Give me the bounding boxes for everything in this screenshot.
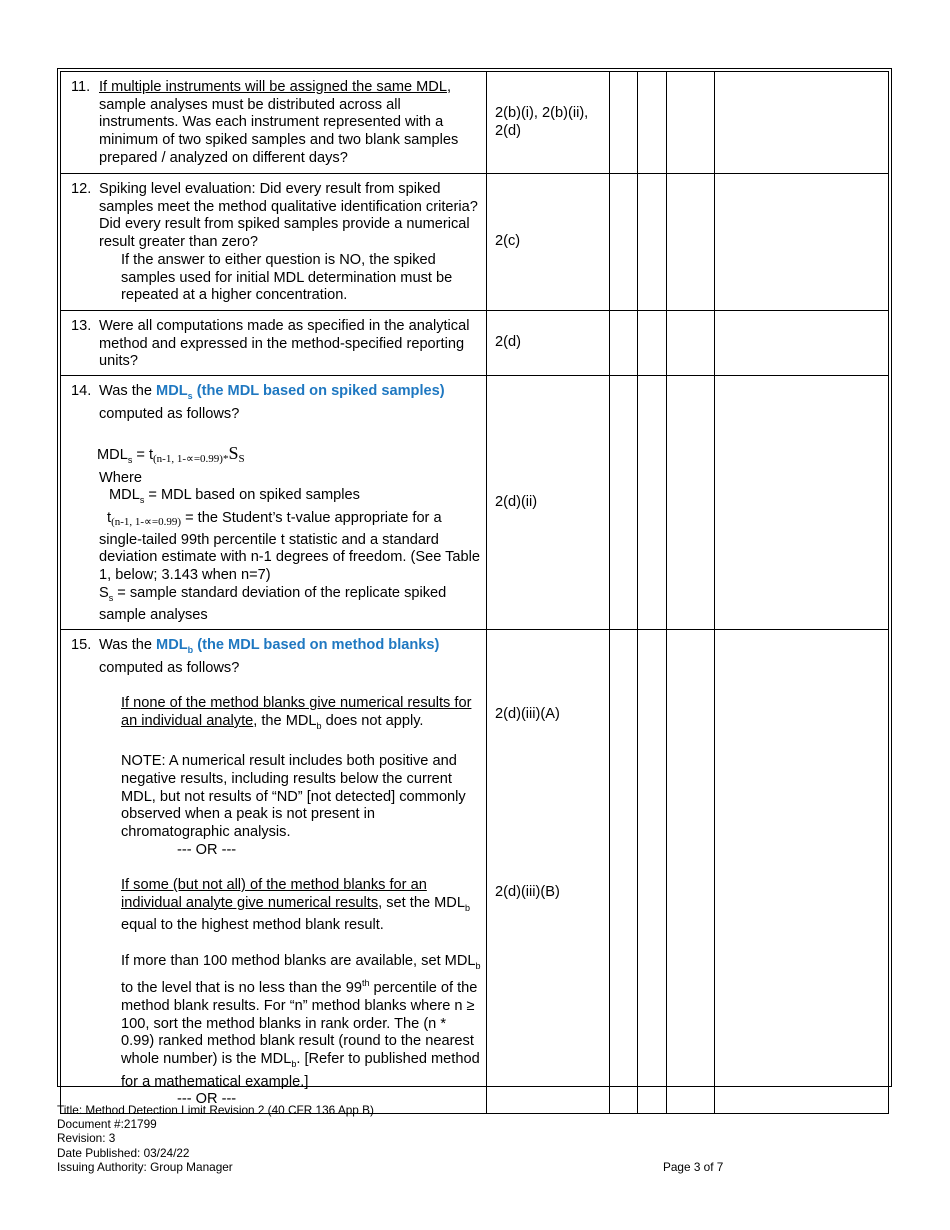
mdl-b-heading: $MDL_b$ (the MDL based on method blanks) bbox=[156, 637, 440, 656]
table-row bbox=[61, 72, 889, 174]
where-label: Where bbox=[99, 469, 142, 486]
document-footer bbox=[57, 1103, 374, 1174]
item-number: 14. bbox=[71, 383, 92, 400]
table-row bbox=[61, 376, 889, 630]
reference-cell bbox=[487, 72, 610, 174]
definition-mdl-s: $MDL_s$ = MDL based on spiked samples bbox=[109, 487, 360, 506]
option-a-text: If none of the method blanks give numerical results for an individual analyte, the $MDL_b$ does not apply. bbox=[121, 695, 472, 731]
question-15 bbox=[61, 630, 487, 1114]
check-cell-yes[interactable] bbox=[610, 630, 638, 1114]
question-11 bbox=[61, 72, 487, 174]
check-cell-yes[interactable] bbox=[610, 72, 638, 174]
reference-text: 2(b)(i), 2(b)(ii), 2(d) bbox=[495, 104, 589, 139]
note-text: NOTE: A numerical result includes both positive and negative results, including results below the current MDL, but not results of “ND” [not detected] commonly observed when a peak is not present in chromatographic analysis. bbox=[121, 753, 466, 840]
footer-date: Date Published: 03/24/22 bbox=[57, 1145, 190, 1160]
check-cell-yes[interactable] bbox=[610, 311, 638, 376]
reference-cell bbox=[487, 630, 610, 1114]
check-cell-na[interactable] bbox=[667, 174, 715, 311]
check-cell-yes[interactable] bbox=[610, 376, 638, 630]
check-cell-na[interactable] bbox=[667, 376, 715, 630]
check-cell-no[interactable] bbox=[638, 311, 667, 376]
comments-cell[interactable] bbox=[715, 311, 889, 376]
definition-ss: $S_s$ = sample standard deviation of the replicate spiked sample analyses bbox=[99, 584, 447, 624]
question-13 bbox=[61, 311, 487, 376]
reference-cell bbox=[487, 376, 610, 630]
table-row bbox=[61, 311, 889, 376]
item-number: 11. bbox=[71, 79, 91, 95]
question-text: , sample analyses must be distributed across all instruments. Was each instrument represented with a minimum of two spiked samples and two blank samples prepared / analyzed on different days? bbox=[99, 79, 459, 166]
question-lead: Was the bbox=[99, 383, 157, 400]
or-separator: --- OR --- bbox=[177, 1091, 237, 1108]
reference-text-a: 2(d)(iii)(A) bbox=[495, 706, 560, 723]
definition-t-value: $t_{(n-1, 1-\propto=0.99)}$ = the Student’s t-value appropriate for a single-tailed 99th percentile t statistic and a standard deviation estimate with n-1 degrees of freedom. (See Table 1, below; 3.143 when n=7) bbox=[99, 510, 481, 584]
question-text: computed as follows? bbox=[99, 405, 240, 422]
question-14 bbox=[61, 376, 487, 630]
table-row bbox=[61, 174, 889, 311]
check-cell-no[interactable] bbox=[638, 72, 667, 174]
check-cell-no[interactable] bbox=[638, 376, 667, 630]
or-separator: --- OR --- bbox=[177, 841, 237, 858]
checklist-table bbox=[57, 68, 892, 1108]
check-cell-na[interactable] bbox=[667, 72, 715, 174]
footer-revision: Revision: 3 bbox=[57, 1131, 116, 1146]
question-12 bbox=[61, 174, 487, 311]
table-row bbox=[61, 630, 889, 1114]
footer-title: Title: Method Detection Limit Revision 2 (40 CFR 136 App B) bbox=[57, 1103, 374, 1117]
comments-cell[interactable] bbox=[715, 376, 889, 630]
mdl-s-heading: $MDL_s$ (the MDL based on spiked samples) bbox=[156, 383, 445, 402]
check-cell-na[interactable] bbox=[667, 630, 715, 1114]
reference-text: 2(c) bbox=[495, 233, 521, 250]
check-cell-yes[interactable] bbox=[610, 174, 638, 311]
indented-note: If the answer to either question is NO, the spiked samples used for initial MDL determination must be repeated at a higher concentration. bbox=[121, 251, 453, 304]
item-number: 13. bbox=[71, 318, 92, 334]
comments-cell[interactable] bbox=[715, 72, 889, 174]
reference-text: 2(d)(ii) bbox=[495, 493, 538, 510]
underlined-text: If multiple instruments will be assigned the same MDL bbox=[99, 79, 447, 95]
comments-cell[interactable] bbox=[715, 174, 889, 311]
question-text: Were all computations made as specified in the analytical method and expressed in the method-specified reporting units? bbox=[99, 318, 470, 370]
footer-authority: Issuing Authority: Group Manager bbox=[57, 1159, 233, 1174]
page-number: Page 3 of 7 bbox=[663, 1160, 724, 1174]
check-cell-no[interactable] bbox=[638, 630, 667, 1114]
comments-cell[interactable] bbox=[715, 630, 889, 1114]
mdl-s-formula: $MDL_s = t_{(n-1, 1-\propto=0.99)*}S_S$ bbox=[97, 443, 245, 466]
question-text: computed as follows? bbox=[99, 659, 240, 676]
option-c-text: If more than 100 method blanks are available, set $MDL_b$ to the level that is no less than the 99th percentile of the method blank results. For “n” method blanks where n ≥ 100, sort the method blanks in rank order. The (n * 0.99) ranked method blank result (round to the nearest whole number) is the $MDL_b$. [Refer to published method for a mathematical example.] bbox=[121, 952, 481, 1090]
option-b-text: If some (but not all) of the method blanks for an individual analyte give numerical results, set the $MDL_b$ equal to the highest method blank result. bbox=[121, 877, 470, 934]
check-cell-no[interactable] bbox=[638, 174, 667, 311]
reference-cell bbox=[487, 311, 610, 376]
question-text: Spiking level evaluation: Did every result from spiked samples meet the method qualitative identification criteria? Did every result from spiked samples provide a numerical result greater than zero? bbox=[99, 181, 478, 251]
item-number: 15. bbox=[71, 637, 92, 654]
item-number: 12. bbox=[71, 181, 92, 197]
reference-text-b: 2(d)(iii)(B) bbox=[495, 884, 560, 901]
reference-text: 2(d) bbox=[495, 334, 521, 351]
footer-document: Document #:21799 bbox=[57, 1117, 157, 1132]
question-lead: Was the bbox=[99, 637, 157, 654]
check-cell-na[interactable] bbox=[667, 311, 715, 376]
reference-cell bbox=[487, 174, 610, 311]
